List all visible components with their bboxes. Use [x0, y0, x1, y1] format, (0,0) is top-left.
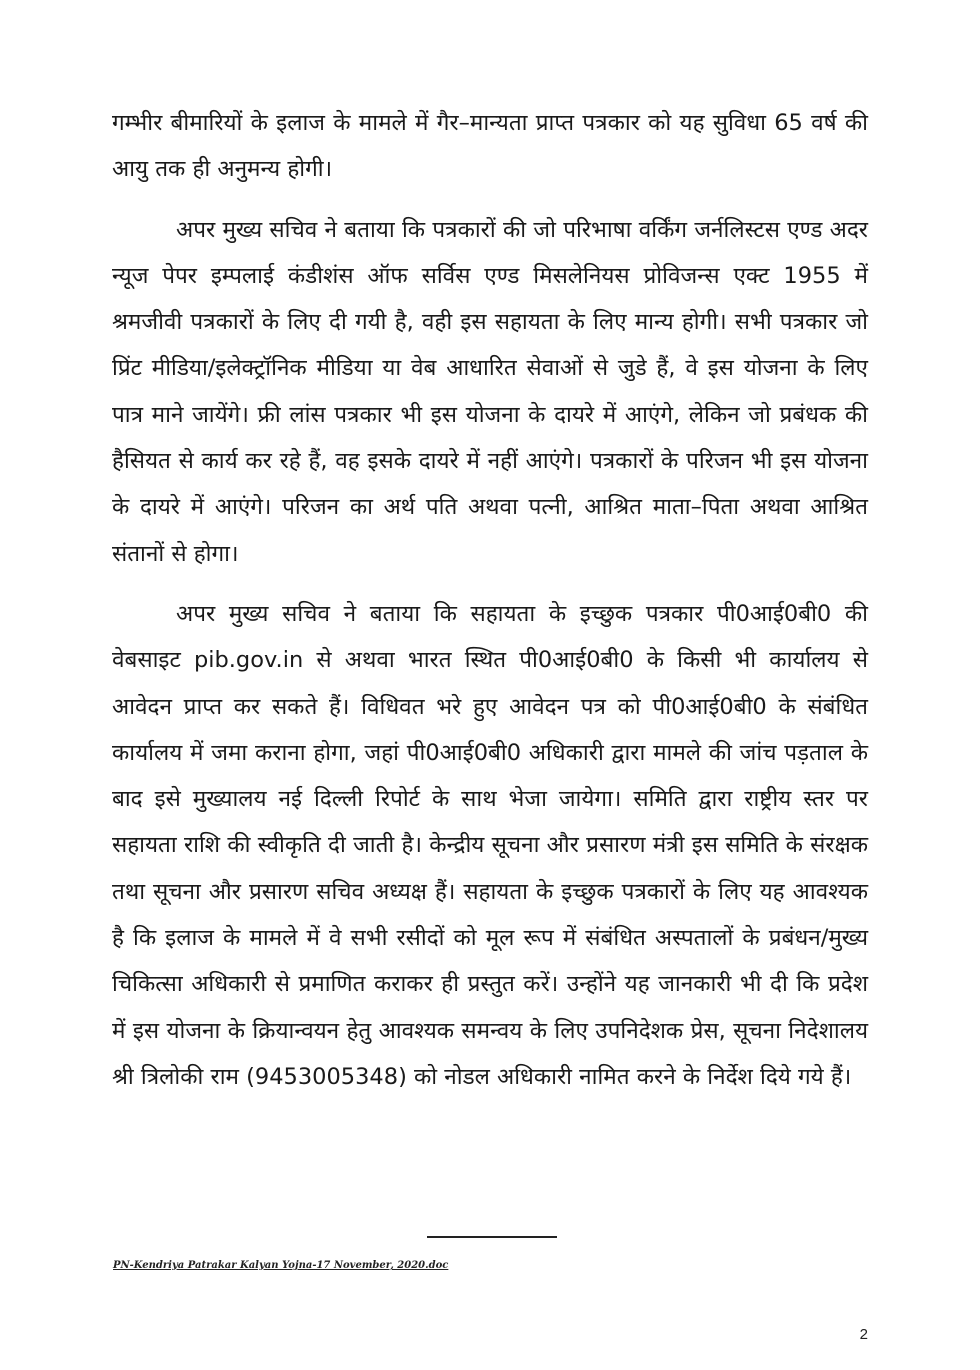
footer-filename: PN-Kendriya Patrakar Kalyan Yojna-17 November, 2020.doc — [113, 1260, 449, 1271]
paragraph-application-process: अपर मुख्य सचिव ने बताया कि सहायता के इच्छुक पत्रकार पी0आई0बी0 की वेबसाइट pib.gov.in से अथवा भारत स्थित पी0आई0बी0 के किसी भी कार्यालय से आवेदन प्राप्त कर सकते हैं। विधिवत भरे हुए आवेदन पत्र को पी0आई0बी0 के संबंधित कार्यालय में जमा कराना होगा, जहां पी0आई0बी0 अधिकारी द्वारा मामले की जांच पड़ताल के बाद इसे मुख्यालय नई दिल्ली रिपोर्ट के साथ भेजा जायेगा। समिति द्वारा राष्ट्रीय स्तर पर सहायता राशि की स्वीकृति दी जाती है। केन्द्रीय सूचना और प्रसारण मंत्री इस समिति के संरक्षक तथा सूचना और प्रसारण सचिव अध्यक्ष हैं। सहायता के इच्छुक पत्रकारों के लिए यह आवश्यक है कि इलाज के मामले में वे सभी रसीदों को मूल रूप में संबंधित अस्पतालों के प्रबंधन/मुख्य चिकित्सा अधिकारी से प्रमाणित कराकर ही प्रस्तुत करें। उन्होंने यह जानकारी भी दी कि प्रदेश में इस योजना के क्रियान्वयन हेतु आवश्यक समन्वय के लिए उपनिदेशक प्रेस, सूचना निदेशालय श्री त्रिलोकी राम (9453005348) को नोडल अधिकारी नामित करने के निर्देश दिये गये हैं। — [112, 600, 868, 1090]
paragraph-journalist-definition: अपर मुख्य सचिव ने बताया कि पत्रकारों की जो परिभाषा वर्किंग जर्नलिस्टस एण्ड अदर न्यूज पेपर इम्पलाई कंडीशंस ऑफ सर्विस एण्ड मिसलेनियस प्रोविजन्स एक्ट 1955 में श्रमजीवी पत्रकारों के लिए दी गयी है, वही इस सहायता के लिए मान्य होगी। सभी पत्रकार जो प्रिंट मीडिया/इलेक्ट्रॉनिक मीडिया या वेब आधारित सेवाओं से जुडे हैं, वे इस योजना के लिए पात्र माने जायेंगे। फ्री लांस पत्रकार भी इस योजना के दायरे में आएंगे, लेकिन जो प्रबंधक की हैसियत से कार्य कर रहे हैं, वह इसके दायरे में नहीं आएंगे। पत्रकारों के परिजन भी इस योजना के दायरे में आएंगे। परिजन का अर्थ पति अथवा पत्नी, आश्रित माता–पिता अथवा आश्रित संतानों से होगा। — [112, 216, 868, 567]
page-number: 2 — [859, 1326, 868, 1343]
end-divider — [427, 1236, 557, 1238]
paragraph-continuation: गम्भीर बीमारियों के इलाज के मामले में गैर–मान्यता प्राप्त पत्रकार को यह सुविधा 65 वर्ष की आयु तक ही अनुमन्य होगी। — [112, 110, 868, 183]
document-body — [112, 100, 868, 1100]
